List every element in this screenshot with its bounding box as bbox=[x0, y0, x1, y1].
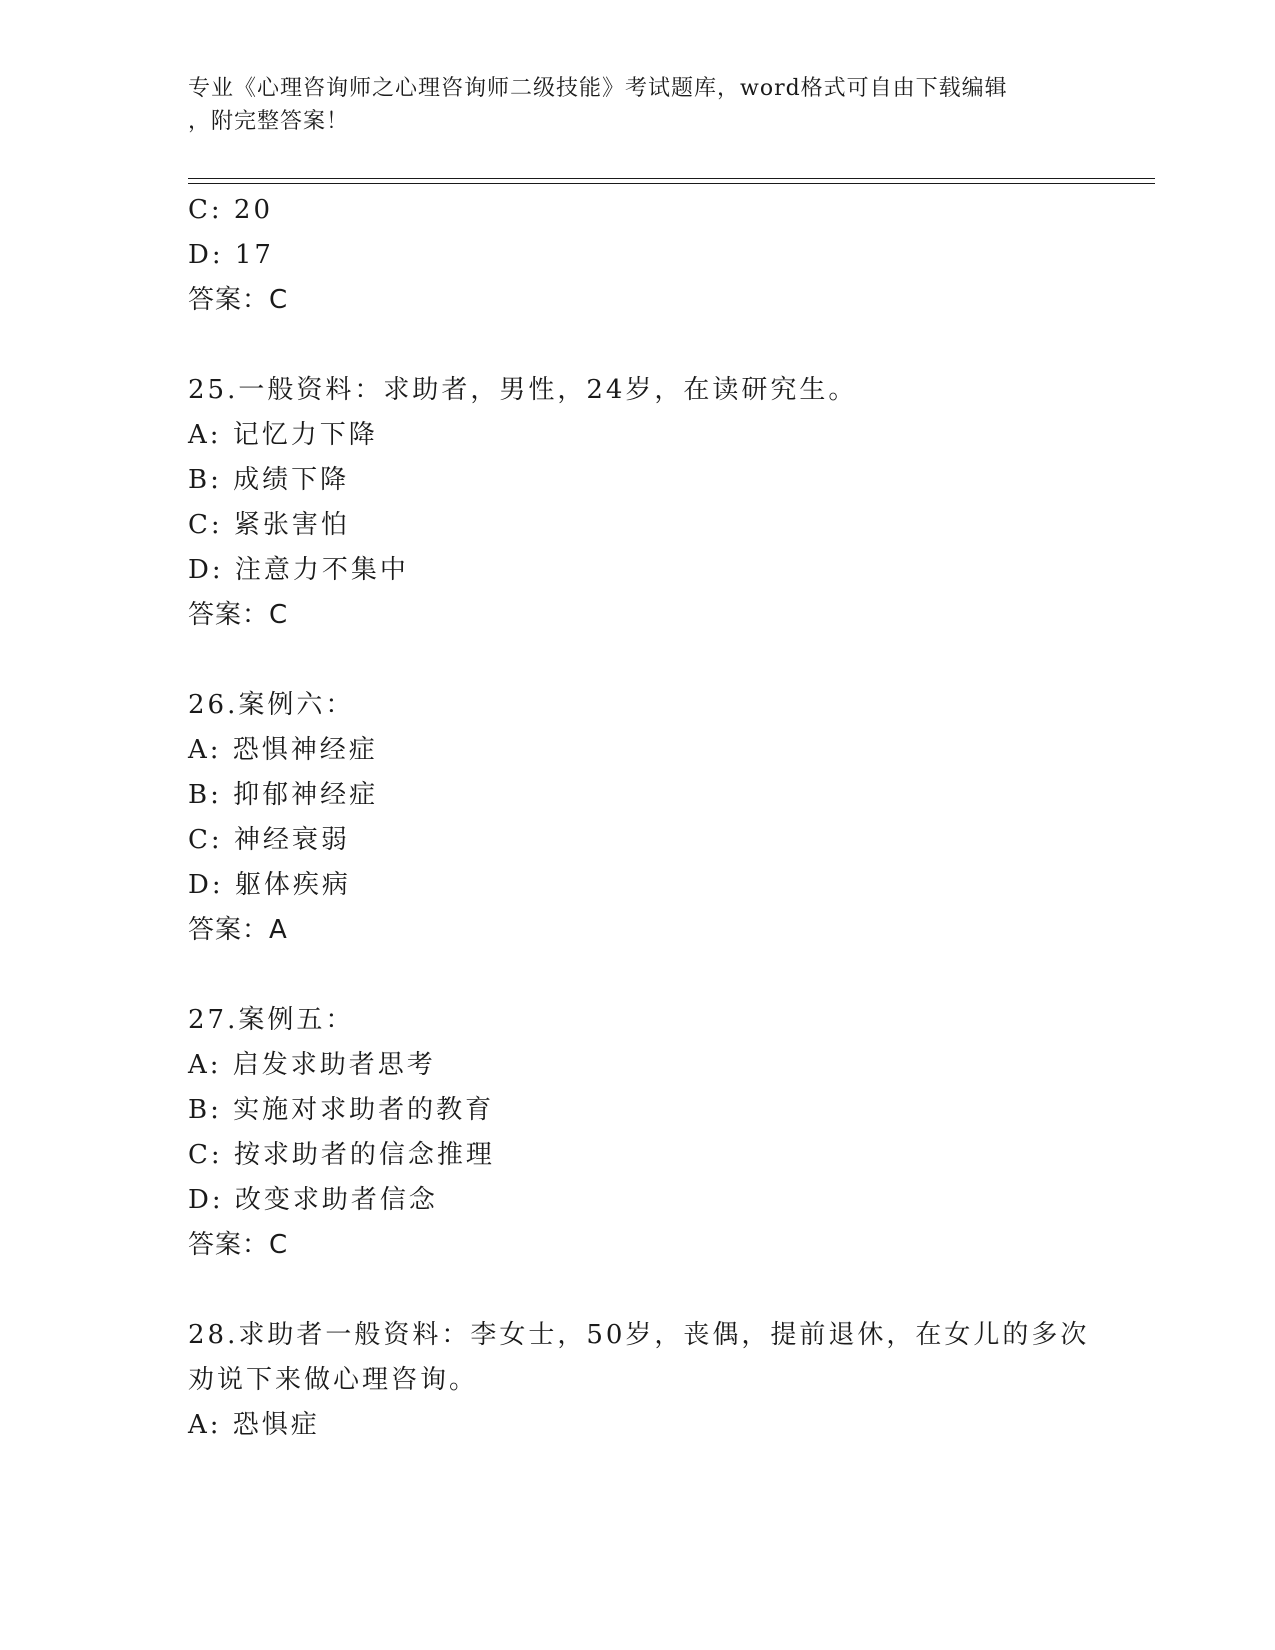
option-d: D: 注意力不集中 bbox=[188, 555, 409, 585]
question-stem: 25.一般资料：求助者，男性，24岁，在读研究生。 bbox=[188, 375, 858, 405]
option-a: A: 恐惧症 bbox=[188, 1410, 320, 1440]
header-divider bbox=[188, 183, 1155, 184]
option-d: D: 躯体疾病 bbox=[188, 870, 351, 900]
answer-line: 答案：C bbox=[188, 600, 289, 630]
option-c: C: 按求助者的信念推理 bbox=[188, 1140, 495, 1170]
header-line-2: ，附完整答案！ bbox=[188, 109, 350, 134]
header-divider bbox=[188, 178, 1155, 179]
option-a: A: 恐惧神经症 bbox=[188, 735, 378, 765]
answer-line: 答案：C bbox=[188, 285, 289, 315]
option-b: B: 抑郁神经症 bbox=[188, 780, 379, 810]
option-c: C: 紧张害怕 bbox=[188, 510, 350, 540]
option-c: C: 神经衰弱 bbox=[188, 825, 350, 855]
question-stem: 26.案例六： bbox=[188, 690, 355, 720]
question-stem-continued: 劝说下来做心理咨询。 bbox=[188, 1365, 479, 1395]
option-b: B: 成绩下降 bbox=[188, 465, 350, 495]
option-a: A: 启发求助者思考 bbox=[188, 1050, 436, 1080]
option-c: C: 20 bbox=[188, 195, 274, 225]
option-d: D: 17 bbox=[188, 240, 274, 270]
question-stem: 28.求助者一般资料：李女士，50岁，丧偶，提前退休，在女儿的多次 bbox=[188, 1320, 1090, 1350]
option-a: A: 记忆力下降 bbox=[188, 420, 378, 450]
option-d: D: 改变求助者信念 bbox=[188, 1185, 438, 1215]
header-line-1: 专业《心理咨询师之心理咨询师二级技能》考试题库，word格式可自由下载编辑 bbox=[188, 76, 1008, 101]
question-stem: 27.案例五： bbox=[188, 1005, 355, 1035]
answer-line: 答案：C bbox=[188, 1230, 289, 1260]
option-b: B: 实施对求助者的教育 bbox=[188, 1095, 495, 1125]
document-header bbox=[188, 72, 1088, 138]
answer-line: 答案：A bbox=[188, 915, 288, 945]
